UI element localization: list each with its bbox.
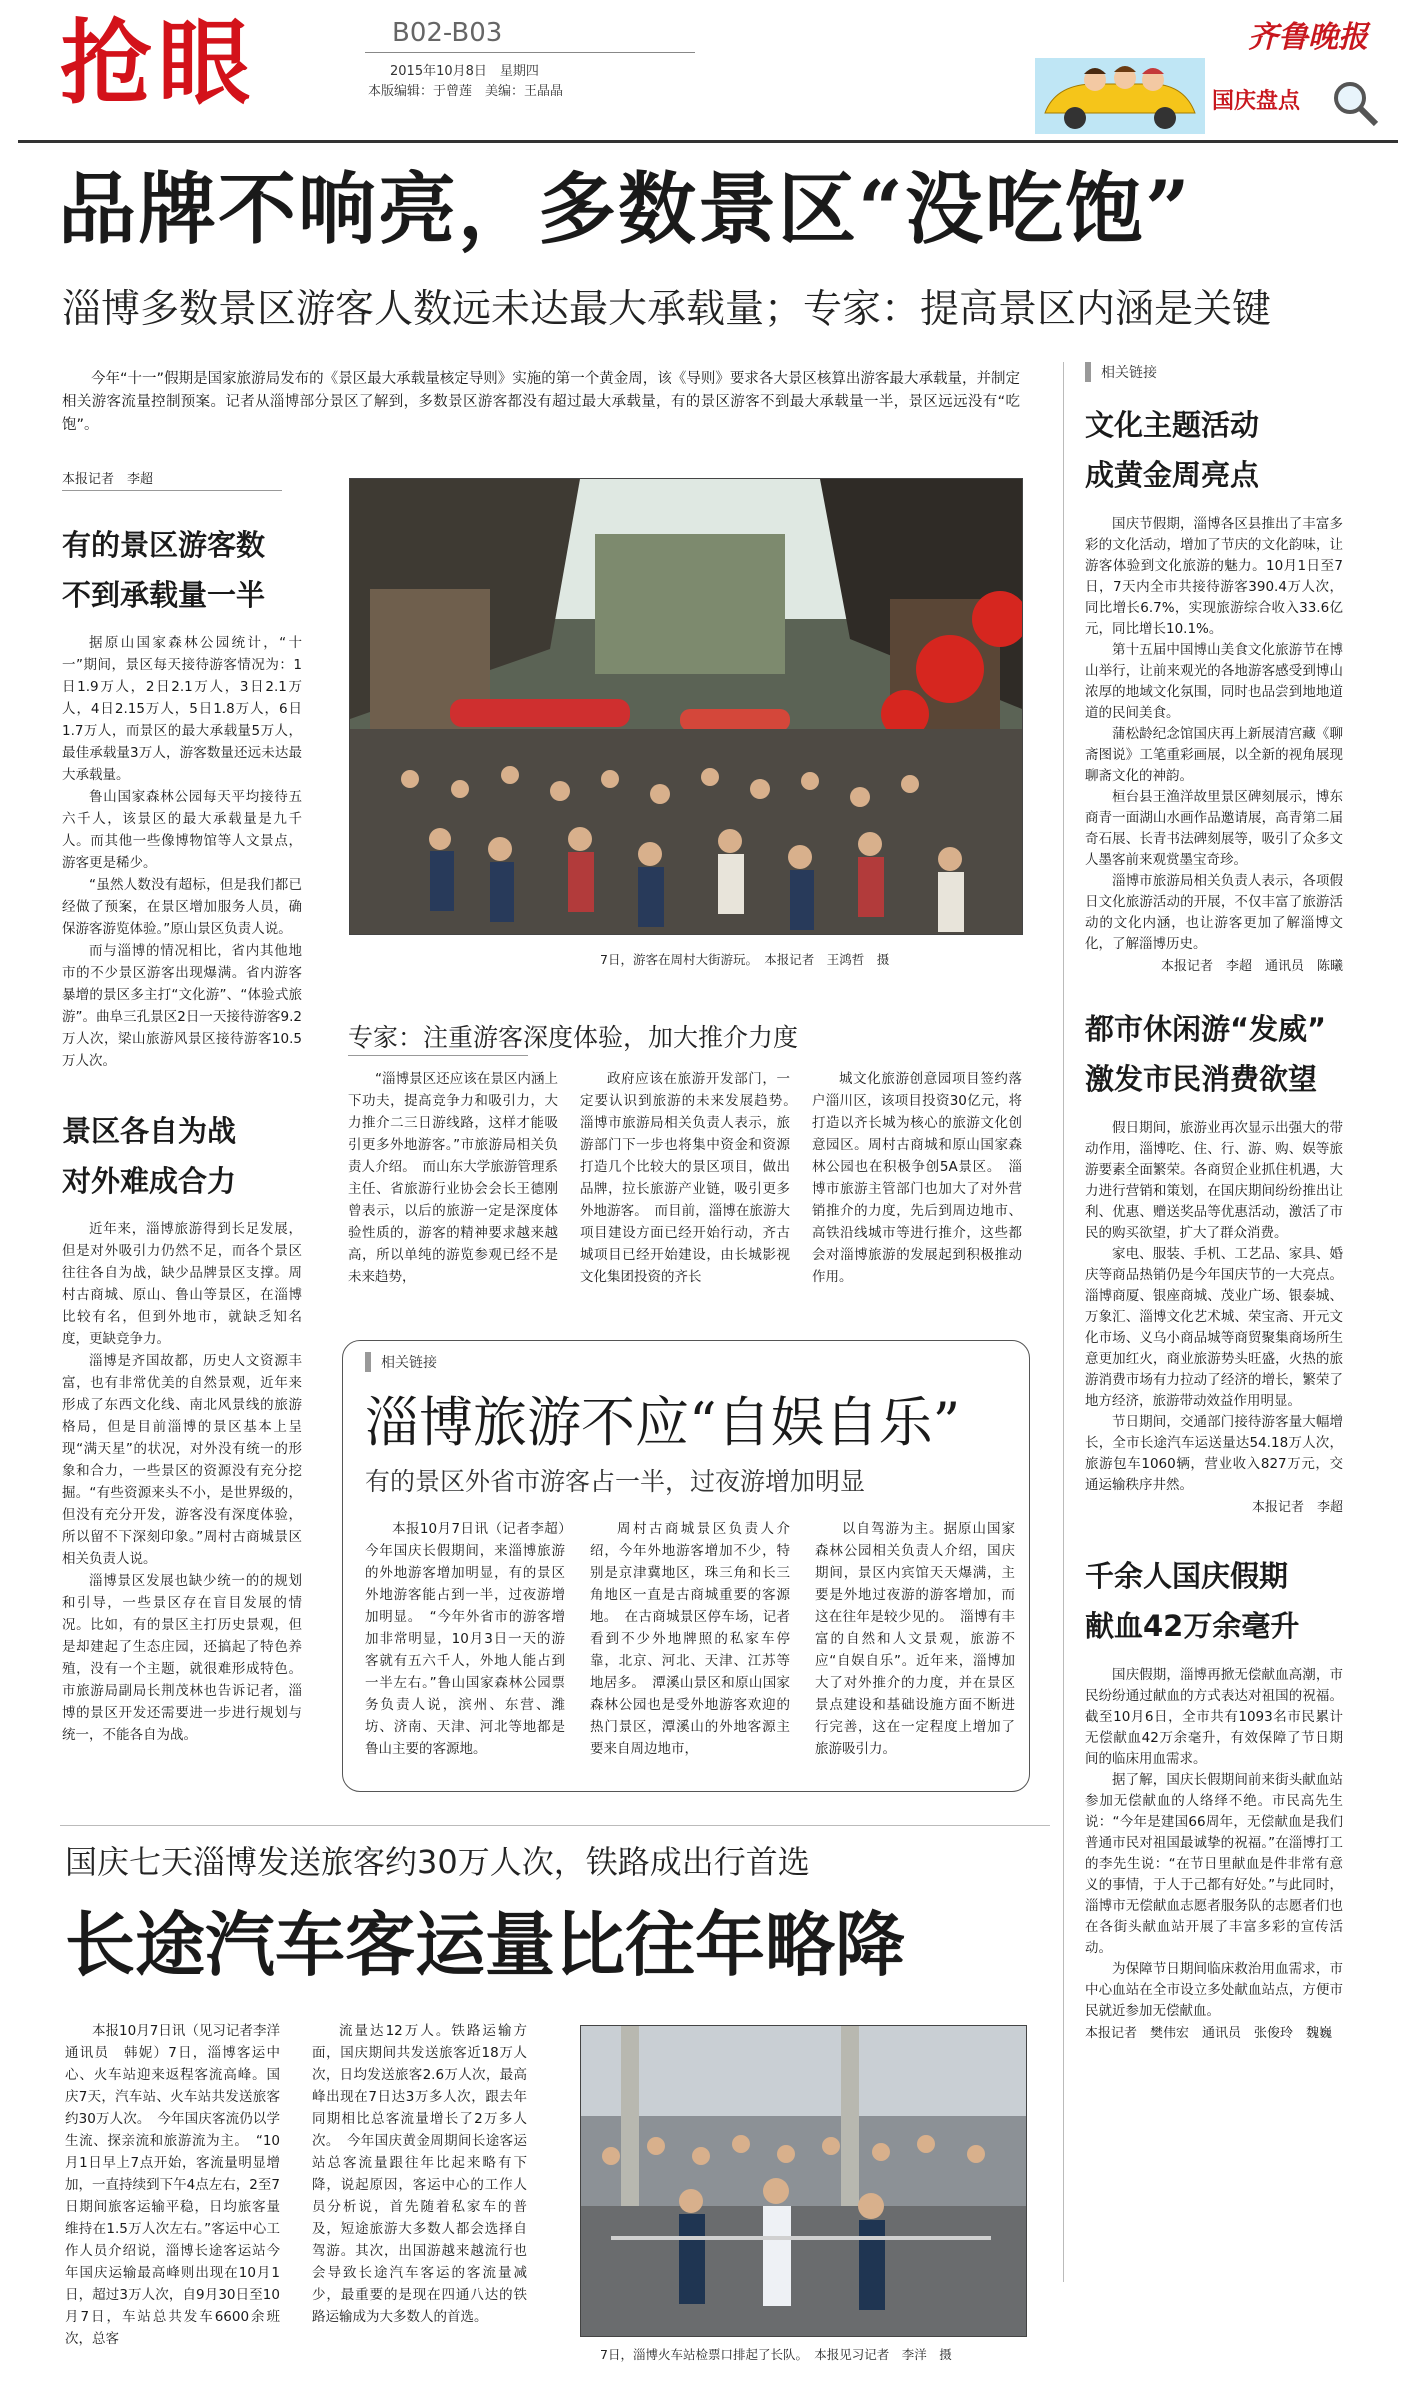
right-section-2-byline: 本报记者 李超 — [1251, 1500, 1343, 1515]
issue-date: 2015年10月8日 星期四 — [390, 64, 539, 79]
bottom-headline: 长途汽车客运量比往年略降 — [65, 1903, 905, 1986]
expert-heading-rule — [348, 1055, 528, 1056]
masthead-rule — [18, 140, 1398, 143]
main-subtitle: 淄博多数景区游客人数远未达最大承载量；专家：提高景区内涵是关键 — [62, 287, 1272, 332]
lead-paragraph: 今年“十一”假期是国家旅游局发布的《景区最大承载量核定导则》实施的第一个黄金周，该《导则》要求各大景区核算出游客最大承载量，并制定相关游客流量控制预案。记者从淄博部分景区了解到，多数景区游客都没有超过最大承载量，有的景区游客不到最大承载量一半，景区远远没有“吃饱”。 — [62, 371, 1020, 433]
bottom-col-2: 流量达12万人。铁路运输方面，国庆期间共发送旅客近18万人次，日均发送旅客2.6万人次，最高峰出现在7日达3万多人次，跟去年同期相比总客流量增长了2万多人次。 今年国庆黄金周期间长途客运站总客流量跟往年比起来略有下降，说起原因，客运中心的工作人员分析说，首先随着私家车的普及，短途旅游大多数人都会选择自驾游。其次，出国游越来越流行也会导致长途汽车客运的客流量减少，最重要的是现在四通八达的铁路运输成为大多数人的首选。 — [312, 2023, 527, 2325]
byline: 本报记者 李超 — [62, 472, 154, 487]
related-box-subtitle: 有的景区外省市游客占一半，过夜游增加明显 — [365, 1467, 866, 1496]
station-photo-caption: 7日，淄博火车站检票口排起了长队。 本报见习记者 李洋 摄 — [600, 2347, 952, 2362]
masthead — [0, 0, 1409, 150]
page-range: B02-B03 — [392, 18, 503, 48]
masthead-divider — [365, 52, 695, 53]
editors: 本版编辑：于曾莲 美编：王晶晶 — [368, 84, 564, 99]
expert-col-3: 城文化旅游创意园项目签约落户淄川区，该项目投资30亿元，将打造以齐长城为核心的旅游文化创意园区。周村古商城和原山国家森林公园也在积极争创5A景区。 淄博市旅游主管部门也加大了对外营销推介的力度，先后到周边地市、高铁沿线城市等进行推介，这些都会对淄博旅游的发展起到积极推动作用。 — [812, 1071, 1022, 1285]
left-subhead-2: 景区各自为战 对外难成合力 — [62, 1114, 237, 1198]
right-section-2-body: 假日期间，旅游业再次显示出强大的带动作用，淄博吃、住、行、游、购、娱等旅游要素全面繁荣。各商贸企业抓住机遇，大力进行营销和策划，在国庆期间纷纷推出让利、优惠、赠送奖品等优惠活动，激活了市民的购买欲望，扩大了群众消费。 家电、服装、手机、工艺品、家具、婚庆等商品热销仍是今年国庆节的一大亮点。淄博商厦、银座商城、茂业广场、银泰城、万象汇、淄博文化艺术城、荣宝斋、开元文化市场、义乌小商品城等商贸聚集商场所生意更加红火，商业旅游势头旺盛，火热的旅游消费市场有力拉动了经济的增长，繁荣了地方经济，旅游带动效益作用明显。 节日期间，交通部门接待游客量大幅增长，全市长途汽车运送量达54.18万人次，旅游包车1060辆，营业收入827万元，交通运输秩序井然。 — [1085, 1120, 1343, 1493]
paper-name: 齐鲁晚报 — [1248, 20, 1368, 55]
right-section-1-byline: 本报记者 李超 通讯员 陈曦 — [1160, 959, 1343, 974]
magnifier-icon — [1330, 78, 1380, 128]
left-section-2-body: 近年来，淄博旅游得到长足发展，但是对外吸引力仍然不足，而各个景区往往各自为战，缺少品牌景区支撑。周村古商城、原山、鲁山等景区，在淄博比较有名，但到外地市，就缺乏知名度，更缺竞争力。 淄博是齐国故都，历史人文资源丰富，也有非常优美的自然景观，近年来形成了东西文化线、南北风景线的旅游格局，但是目前淄博的景区基本上呈现“满天星”的状况，对外没有统一的形象和合力，一些景区的资源没有充分挖掘。“有些资源来头不小，是世界级的，但没有充分开发，游客没有深度体验，所以留不下深刻印象。”周村古商城景区相关负责人说。 淄博景区发展也缺少统一的的规划和引导，一些景区存在盲目发展的情况。比如，有的景区主打历史景观，但是却建起了生态庄园，还搞起了特色养殖，没有一个主题，就很难形成特色。市旅游局副局长荆茂林也告诉记者，淄博的景区开发还需要进一步进行规划与统一，不能各自为战。 — [62, 1221, 302, 1743]
street-photo — [349, 478, 1023, 935]
bottom-kicker: 国庆七天淄博发送旅客约30万人次，铁路成出行首选 — [65, 1843, 810, 1881]
related-box-col-2: 周村古商城景区负责人介绍，今年外地游客增加不少，特别是京津冀地区，珠三角和长三角地区一直是古商城重要的客源地。 在古商城景区停车场，记者看到不少外地牌照的私家车停靠，北京、河北、天津、江苏等地居多。 潭溪山景区和原山国家森林公园也是受外地游客欢迎的热门景区，潭溪山的外地客源主要来自周边地市， — [590, 1521, 790, 1757]
column-name: 国庆盘点 — [1212, 88, 1301, 114]
right-section-1-body: 国庆节假期，淄博各区县推出了丰富多彩的文化活动，增加了节庆的文化韵味，让游客体验到文化旅游的魅力。10月1日至7日，7天内全市共接待游客390.4万人次，同比增长6.7%，实现旅游综合收入33.6亿元，同比增长10.1%。 第十五届中国博山美食文化旅游节在博山举行，让前来观光的各地游客感受到博山浓厚的地域文化氛围，同时也品尝到地地道道的民间美食。 蒲松龄纪念馆国庆再上新展清宫藏《聊斋图说》工笔重彩画展，以全新的视角展现聊斋文化的神韵。 桓台县王渔洋故里景区碑刻展示，博东商青一面湖山水画作品邀请展，高青第二届奇石展、长青书法碑刻展等，吸引了众多文人墨客前来观赏墨宝奇珍。 淄博市旅游局相关负责人表示，各项假日文化旅游活动的开展，不仅丰富了旅游活动的文化内涵，也让游客更加了解淄博文化，了解淄博历史。 — [1085, 516, 1343, 952]
station-queue-image — [581, 2026, 1026, 2336]
right-column — [1085, 362, 1343, 2041]
related-box-title: 淄博旅游不应“自娱自乐” — [365, 1391, 961, 1454]
expert-col-1: “淄博景区还应该在景区内涵上下功夫，提高竞争力和吸引力，大力推介二三日游线路，这样才能吸引更多外地游客。”市旅游局相关负责人介绍。 而山东大学旅游管理系主任、省旅游行业协会会长王德刚曾表示，以后的旅游一定是深度体验性质的，游客的精神要求越来越高，所以单纯的游览参观已经不是未来趋势， — [348, 1071, 558, 1285]
bottom-col-1: 本报10月7日讯（见习记者李洋 通讯员 韩妮）7日，淄博客运中心、火车站迎来返程客流高峰。国庆7天，汽车站、火车站共发送旅客约30万人次。 今年国庆客流仍以学生流、探亲流和旅游流为主。 “10月1日早上7点开始，客流量明显增加，一直持续到下午4点左右，2至7日期间旅客运输平稳，日均旅客量维持在1.5万人次左右。”客运中心工作人员介绍说，淄博长途客运站今年国庆运输最高峰则出现在10月1日，超过3万人次，自9月30日至10月7日，车站总共发车6600余班次，总客 — [65, 2023, 294, 2347]
left-column — [62, 520, 302, 1746]
left-section-1-body: 据原山国家森林公园统计，“十一”期间，景区每天接待游客情况为：1日1.9万人，2日2.1万人，3日2.1万人，4日2.15万人，5日1.8万人，6日1.7万人，而景区的最大承载量5万人，最佳承载量3万人，游客数量还远未达最大承载量。 鲁山国家森林公园每天平均接待五六千人，该景区的最大承载量是九千人。而其他一些像博物馆等人文景点，游客更是稀少。 “虽然人数没有超标，但是我们都已经做了预案，在景区增加服务人员，确保游客游览体验。”原山景区负责人说。 而与淄博的情况相比，省内其他地市的不少景区游客出现爆满。省内游客暴增的景区多主打“文化游”、“体验式旅游”。曲阜三孔景区2日一天接待游客9.2万人次，梁山旅游风景区接待游客10.5万人次。 — [62, 635, 302, 1069]
expert-col-2: 政府应该在旅游开发部门，一定要认识到旅游的未来发展趋势。 淄博市旅游局相关负责人表示，旅游部门下一步也将集中资金和资源打造几个比较大的景区项目，做出品牌，拉长旅游产业链，吸引更多外地游客。 而目前，淄博在旅游大项目建设方面已经开始行动，齐古城项目已经开始建设，由长城影视文化集团投资的齐长 — [580, 1071, 804, 1285]
crowd-street-image — [350, 479, 1022, 934]
related-box-col-1: 本报10月7日讯（记者李超）今年国庆长假期间，来淄博旅游的外地游客增加明显，有的景区外地游客能占到一半，过夜游增加明显。 “今年外省市的游客增加非常明显，10月3日一天的游客就有五六千人，外地人能占到一半左右。”鲁山国家森林公园票务负责人说，滨州、东营、潍坊、济南、天津、河北等地都是鲁山主要的客源地。 — [365, 1521, 565, 1757]
related-box-col-3: 以自驾游为主。据原山国家森林公园相关负责人介绍，国庆期间，景区内宾馆天天爆满，主要是外地过夜游的游客增加，而这在往年是较少见的。 淄博有丰富的自然和人文景观，旅游不应“自娱自乐”。近年来，淄博加大了对外推介的力度，并在景区景点建设和基础设施方面不断进行完善，这在一定程度上增加了旅游吸引力。 — [815, 1521, 1015, 1757]
byline-rule — [62, 490, 282, 491]
holiday-illustration — [1035, 58, 1205, 134]
right-section-3-byline: 本报记者 樊伟宏 通讯员 张俊玲 魏巍 — [1085, 2026, 1333, 2041]
expert-heading: 专家：注重游客深度体验，加大推介力度 — [348, 1023, 799, 1052]
right-subhead-3: 千余人国庆假期 献血42万余毫升 — [1085, 1559, 1300, 1643]
related-box-tag: 相关链接 — [365, 1352, 447, 1372]
main-headline: 品牌不响亮，多数景区“没吃饱” — [58, 164, 1192, 255]
bottom-story-rule — [60, 1825, 1050, 1826]
right-tag: 相关链接 — [1085, 362, 1167, 382]
right-subhead-1: 文化主题活动 成黄金周亮点 — [1085, 408, 1260, 492]
right-section-3-body: 国庆假期，淄博再掀无偿献血高潮，市民纷纷通过献血的方式表达对祖国的祝福。截至10月6日，全市共有1093名市民累计无偿献血42万余毫升，有效保障了节日期间的临床用血需求。 据了解，国庆长假期间前来街头献血站参加无偿献血的人络绎不绝。市民高先生说：“今年是建国66周年，无偿献血是我们普通市民对祖国最诚挚的祝福。”在淄博打工的李先生说：“在节日里献血是件非常有意义的事情，于人于己都有好处。”与此同时，淄博市无偿献血志愿者服务队的志愿者们也在各街头献血站开展了丰富多彩的宣传活动。 为保障节日期间临床救治用血需求，市中心血站在全市设立多处献血站点，方便市民就近参加无偿献血。 — [1085, 1667, 1343, 2019]
left-subhead-1: 有的景区游客数 不到承载量一半 — [62, 528, 266, 612]
right-column-divider — [1063, 362, 1064, 2282]
section-title: 抢眼 — [60, 9, 257, 117]
right-subhead-2: 都市休闲游“发威” 激发市民消费欲望 — [1085, 1012, 1327, 1096]
station-photo — [580, 2025, 1027, 2337]
street-photo-caption: 7日，游客在周村大街游玩。 本报记者 王鸿哲 摄 — [600, 952, 890, 967]
cartoon-car-icon — [1035, 58, 1205, 134]
